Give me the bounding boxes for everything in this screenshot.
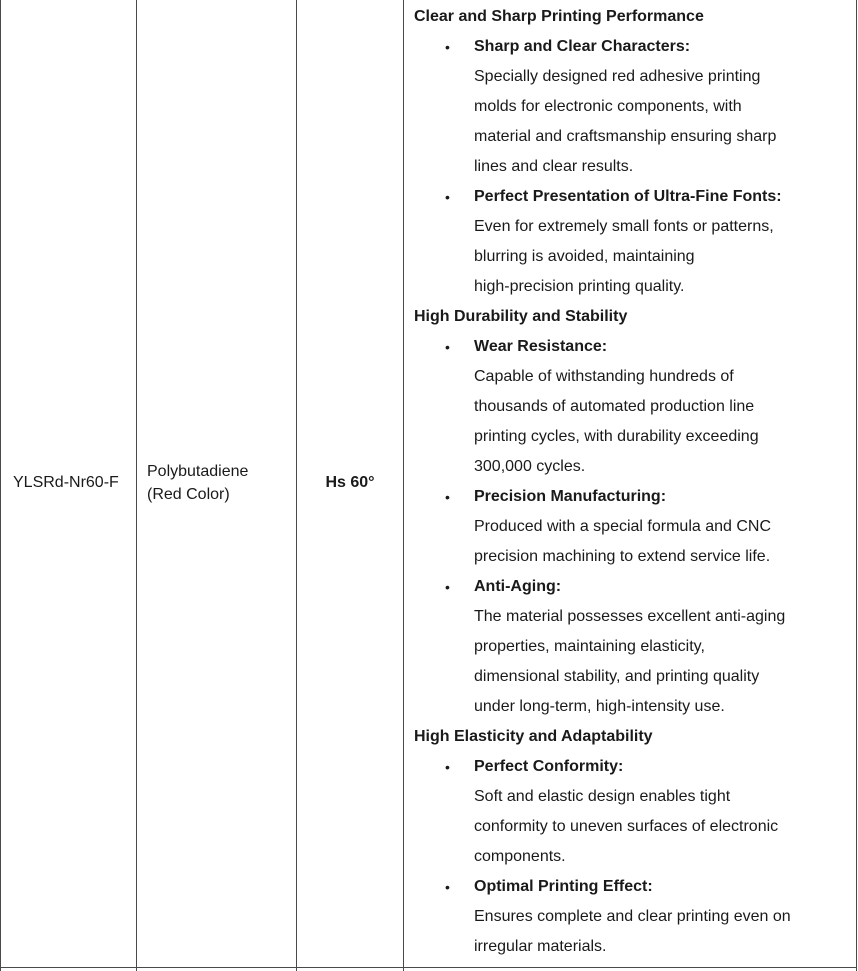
item-text-line: molds for electronic components, with [474, 92, 852, 122]
list-item [414, 182, 852, 302]
item-text-line: thousands of automated production line [474, 392, 852, 422]
list-item [414, 482, 852, 572]
item-title: Perfect Presentation of Ultra-Fine Fonts: [474, 182, 852, 212]
item-text-line: 300,000 cycles. [474, 452, 852, 482]
list-item [414, 332, 852, 482]
item-text-line: Even for extremely small fonts or patterns, [474, 212, 852, 242]
model-number: YLSRd-Nr60-F [13, 474, 119, 491]
list-item [414, 32, 852, 182]
material-name: Polybutadiene [147, 460, 296, 483]
item-text-line: material and craftsmanship ensuring sharp [474, 122, 852, 152]
bullet-icon: • [445, 332, 450, 362]
material-color: (Red Color) [147, 483, 296, 506]
item-title: Perfect Conformity: [474, 752, 852, 782]
list-item [414, 872, 852, 962]
item-text-line: Produced with a special formula and CNC [474, 512, 852, 542]
bullet-icon: • [445, 182, 450, 212]
bullet-list [414, 32, 852, 302]
item-title: Wear Resistance: [474, 332, 852, 362]
section-title: High Durability and Stability [414, 302, 852, 332]
item-text-line: lines and clear results. [474, 152, 852, 182]
item-text-line: dimensional stability, and printing quality [474, 662, 852, 692]
bullet-list [414, 332, 852, 722]
item-text-line: high-precision printing quality. [474, 272, 852, 302]
item-text-line: under long-term, high-intensity use. [474, 692, 852, 722]
bullet-icon: • [445, 482, 450, 512]
hardness-cell [297, 0, 404, 968]
item-text-line: properties, maintaining elasticity, [474, 632, 852, 662]
features-cell [404, 0, 857, 968]
hardness-value: Hs 60° [325, 474, 374, 491]
item-title: Anti-Aging: [474, 572, 852, 602]
model-cell [1, 0, 137, 968]
list-item [414, 572, 852, 722]
item-text-line: printing cycles, with durability exceeding [474, 422, 852, 452]
features-content [414, 2, 852, 962]
section-title: Clear and Sharp Printing Performance [414, 2, 852, 32]
bullet-icon: • [445, 572, 450, 602]
list-item [414, 752, 852, 872]
item-text-line: precision machining to extend service life. [474, 542, 852, 572]
item-text-line: Specially designed red adhesive printing [474, 62, 852, 92]
item-text-line: Capable of withstanding hundreds of [474, 362, 852, 392]
item-text-line: components. [474, 842, 852, 872]
item-title: Sharp and Clear Characters: [474, 32, 852, 62]
section-title: High Elasticity and Adaptability [414, 722, 852, 752]
item-title: Precision Manufacturing: [474, 482, 852, 512]
item-text-line: conformity to uneven surfaces of electronic [474, 812, 852, 842]
item-text-line: Ensures complete and clear printing even on [474, 902, 852, 932]
item-title: Optimal Printing Effect: [474, 872, 852, 902]
item-text-line: blurring is avoided, maintaining [474, 242, 852, 272]
item-text-line: irregular materials. [474, 932, 852, 962]
material-cell [137, 0, 297, 968]
bullet-list [414, 752, 852, 962]
item-text-line: The material possesses excellent anti-aging [474, 602, 852, 632]
next-row-edge [1, 968, 857, 971]
bullet-icon: • [445, 32, 450, 62]
item-text-line: Soft and elastic design enables tight [474, 782, 852, 812]
bullet-icon: • [445, 752, 450, 782]
bullet-icon: • [445, 872, 450, 902]
spec-row [1, 0, 857, 968]
